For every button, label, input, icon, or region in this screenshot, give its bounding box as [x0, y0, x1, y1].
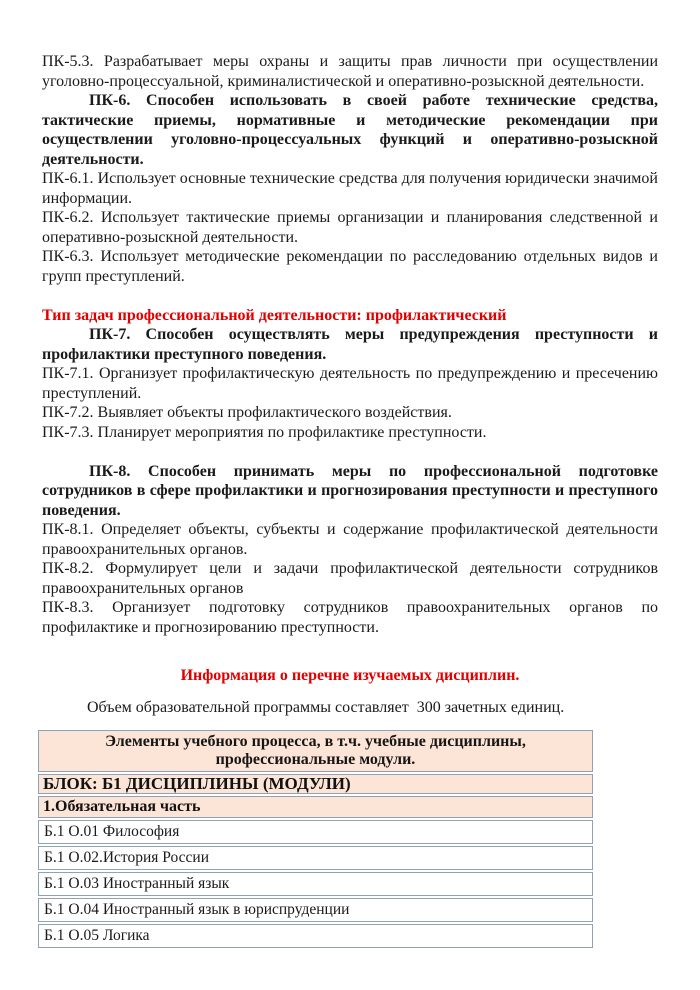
table-row-discipline: Б.1 О.04 Иностранный язык в юриспруденции [38, 898, 593, 922]
table-row-discipline: Б.1 О.01 Философия [38, 820, 593, 844]
paragraph-pk-6: ПК-6. Способен использовать в своей работе технические средства, тактические приемы, нормативные и методические рекомендации при осуществлении уголовно-процессуальных функций и оперативно-розыскной деятельности. [42, 92, 658, 168]
table-row-discipline: Б.1 О.02.История России [38, 846, 593, 870]
paragraph-pk-8-2: ПК-8.2. Формулирует цели и задачи профилактической деятельности сотрудников правоохранительных органов [42, 560, 658, 597]
paragraph-pk-8-3: ПК-8.3. Организует подготовку сотрудников правоохранительных органов по профилактике и прогнозированию преступности. [42, 599, 658, 636]
table-header-cell: Элементы учебного процесса, в т.ч. учебные дисциплины, профессиональные модули. [38, 730, 593, 772]
program-volume-line: Объем образовательной программы составляет 300 зачетных единиц. [87, 698, 565, 716]
paragraph-pk-6-2: ПК-6.2. Использует тактические приемы организации и планирования следственной и оперативно-розыскной деятельности. [42, 209, 658, 246]
table-row-discipline: Б.1 О.05 Логика [38, 924, 593, 948]
paragraph-pk-7-2: ПК-7.2. Выявляет объекты профилактического воздействия. [42, 404, 452, 421]
paragraph-pk-7: ПК-7. Способен осуществлять меры предупреждения преступности и профилактики преступного поведения. [42, 326, 658, 363]
disciplines-table [38, 730, 593, 948]
paragraph-pk-5-3: ПК-5.3. Разрабатывает меры охраны и защиты прав личности при осуществлении уголовно-процессуальной, криминалистической и оперативно-розыскной деятельности. [42, 53, 658, 90]
heading-disciplines-info: Информация о перечне изучаемых дисциплин. [180, 667, 520, 684]
paragraph-pk-7-1: ПК-7.1. Организует профилактическую деятельность по предупреждению и пресечению преступлений. [42, 365, 658, 402]
paragraph-pk-6-1: ПК-6.1. Использует основные технические средства для получения юридически значимой информации. [42, 170, 658, 207]
paragraph-pk-8-1: ПК-8.1. Определяет объекты, субъекты и содержание профилактической деятельности правоохранительных органов. [42, 521, 658, 558]
table-row-discipline: Б.1 О.03 Иностранный язык [38, 872, 593, 896]
section-heading-task-type: Тип задач профессиональной деятельности: профилактический [42, 306, 507, 324]
table-row-mandatory-part: 1.Обязательная часть [38, 796, 593, 818]
table-row-block-b1: БЛОК: Б1 ДИСЦИПЛИНЫ (МОДУЛИ) [38, 774, 593, 794]
paragraph-pk-7-3: ПК-7.3. Планирует мероприятия по профилактике преступности. [42, 423, 487, 441]
paragraph-pk-8: ПК-8. Способен принимать меры по профессиональной подготовке сотрудников в сфере профилактики и прогнозирования преступности и преступного поведения. [42, 462, 658, 519]
paragraph-pk-6-3: ПК-6.3. Использует методические рекомендации по расследованию отдельных видов и групп преступлений. [42, 248, 658, 285]
